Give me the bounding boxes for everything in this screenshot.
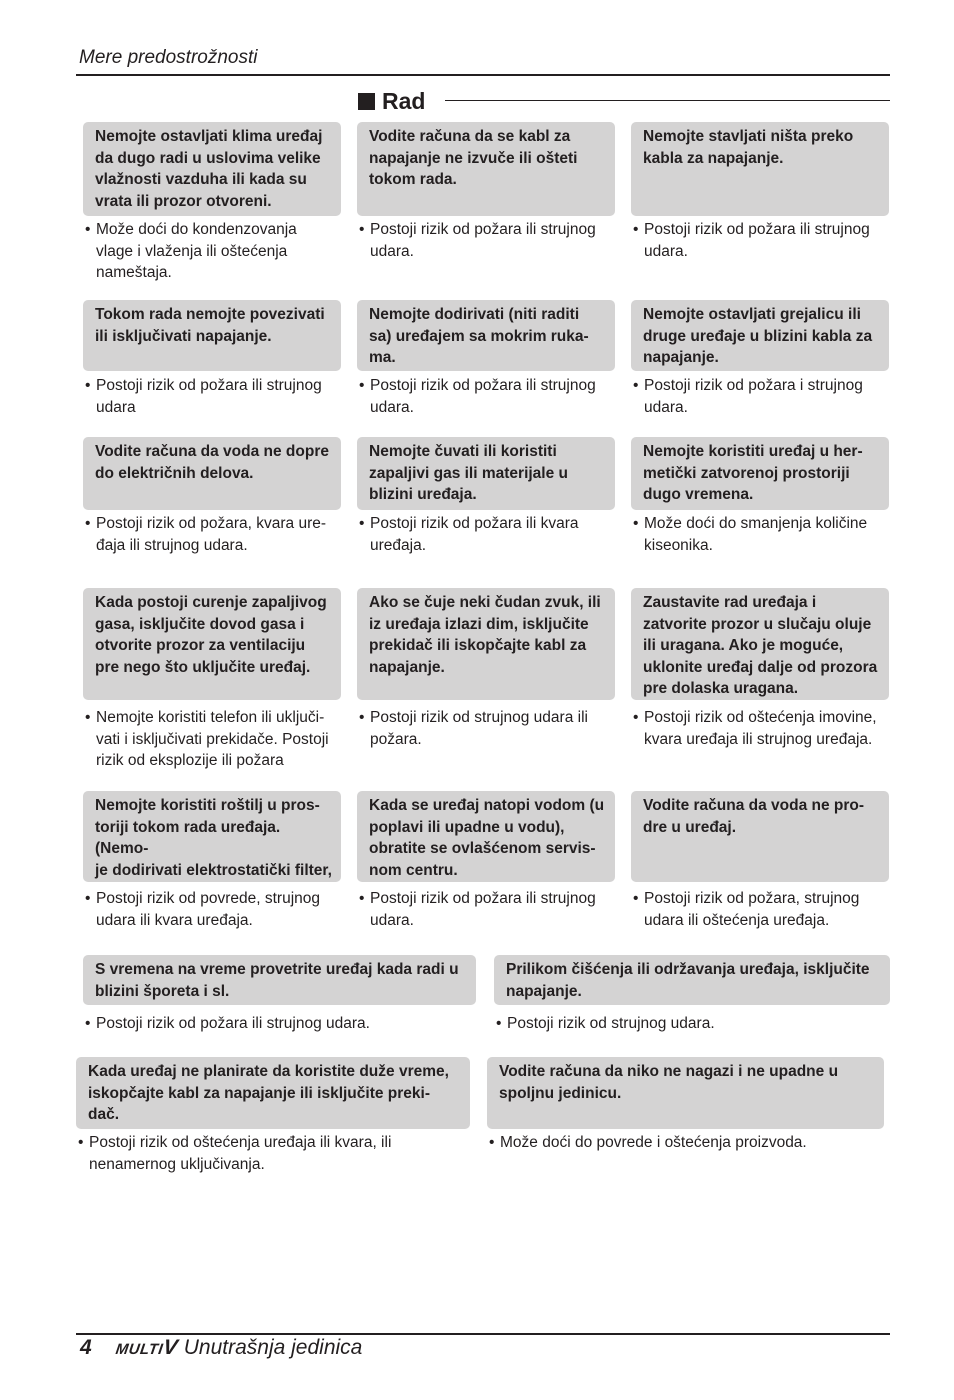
warning-note: • Postoji rizik od povrede, strujnog udara ili kvara uređaja.	[83, 888, 341, 931]
warning-box: Kada uređaj ne planirate da koristite duže vreme, iskopčajte kabl za napajanje ili isključite preki- dač.	[76, 1057, 470, 1129]
warning-box: Ako se čuje neki čudan zvuk, ili iz uređaja izlazi dim, isključite prekidač ili iskopčajte kabl za napajanje.	[357, 588, 615, 700]
warning-note: • Postoji rizik od požara, strujnog udara ili oštećenja uređaja.	[631, 888, 889, 931]
warning-note: • Postoji rizik od požara ili strujnog udara.	[357, 375, 615, 418]
warning-note: • Može doći do smanjenja količine kiseonika.	[631, 513, 889, 556]
warning-note: • Postoji rizik od požara i strujnog udara.	[631, 375, 889, 418]
section-divider	[445, 100, 890, 101]
section-heading	[358, 88, 425, 115]
warning-note: • Postoji rizik od požara ili strujnog udara	[83, 375, 341, 418]
warning-box: Zaustavite rad uređaja i zatvorite prozor u slučaju oluje ili uragana. Ako je moguće, uklonite uređaj dalje od prozora pre dolaska uragana.	[631, 588, 889, 700]
warning-note: • Postoji rizik od oštećenja uređaja ili kvara, ili nenamernog uključivanja.	[76, 1132, 470, 1175]
document-title: Unutrašnja jedinica	[183, 1336, 363, 1359]
page-number: 4	[80, 1336, 92, 1359]
warning-box: Tokom rada nemojte povezivati ili isključivati napajanje.	[83, 300, 341, 371]
warning-box: Nemojte čuvati ili koristiti zapaljivi gas ili materijale u blizini uređaja.	[357, 437, 615, 510]
warning-note: • Postoji rizik od požara, kvara ure- đaja ili strujnog udara.	[83, 513, 341, 556]
logo-text: MULTI	[114, 1341, 165, 1358]
page-header-title: Mere predostrožnosti	[79, 47, 258, 68]
warning-box: Kada se uređaj natopi vodom (u poplavi ili upadne u vodu), obratite se ovlašćenom servis- nom centru.	[357, 791, 615, 882]
multi-v-logo	[114, 1336, 179, 1360]
warning-box: Kada postoji curenje zapaljivog gasa, isključite dovod gasa i otvorite prozor za ventilaciju pre nego što uključite uređaj.	[83, 588, 341, 700]
warning-note: • Postoji rizik od požara ili kvara uređaja.	[357, 513, 615, 556]
warning-box: Vodite računa da niko ne nagazi i ne upadne u spoljnu jedinicu.	[487, 1057, 884, 1129]
warning-box: Vodite računa da voda ne dopre do električnih delova.	[83, 437, 341, 510]
warning-note: • Nemojte koristiti telefon ili uključi- vati i isključivati prekidače. Postoji rizik od eksplozije ili požara	[83, 707, 341, 772]
logo-v: V	[161, 1336, 180, 1359]
section-heading-text: Rad	[382, 88, 426, 114]
header-divider	[76, 74, 890, 76]
warning-box: Nemojte ostavljati grejalicu ili druge uređaje u blizini kabla za napajanje.	[631, 300, 889, 371]
square-bullet-icon	[358, 93, 375, 110]
warning-note: • Postoji rizik od strujnog udara.	[494, 1013, 890, 1035]
warning-box: Nemojte stavljati ništa preko kabla za napajanje.	[631, 122, 889, 216]
footer-divider	[76, 1333, 890, 1335]
warning-note: • Postoji rizik od požara ili strujnog udara.	[83, 1013, 476, 1035]
warning-box: S vremena na vreme provetrite uređaj kada radi u blizini šporeta i sl.	[83, 955, 476, 1005]
warning-box: Nemojte koristiti roštilj u pros- toriji tokom rada uređaja. (Nemo- je dodirivati elektrostatički filter,	[83, 791, 341, 882]
warning-box: Vodite računa da se kabl za napajanje ne izvuče ili ošteti tokom rada.	[357, 122, 615, 216]
warning-box: Nemojte koristiti uređaj u her- metički zatvorenoj prostoriji dugo vremena.	[631, 437, 889, 510]
warning-note: • Može doći do kondenzovanja vlage i vlaženja ili oštećenja nameštaja.	[83, 219, 341, 284]
warning-note: • Postoji rizik od strujnog udara ili požara.	[357, 707, 615, 750]
warning-box: Nemojte dodirivati (niti raditi sa) uređajem sa mokrim ruka- ma.	[357, 300, 615, 371]
warning-box: Prilikom čišćenja ili održavanja uređaja, isključite napajanje.	[494, 955, 890, 1005]
warning-box: Nemojte ostavljati klima uređaj da dugo radi u uslovima velike vlažnosti vazduha ili kada su vrata ili prozor otvoreni.	[83, 122, 341, 216]
warning-note: • Može doći do povrede i oštećenja proizvoda.	[487, 1132, 884, 1154]
warning-box: Vodite računa da voda ne pro- dre u uređaj.	[631, 791, 889, 882]
warning-note: • Postoji rizik od oštećenja imovine, kvara uređaja ili strujnog uređaja.	[631, 707, 889, 750]
warning-note: • Postoji rizik od požara ili strujnog udara.	[357, 219, 615, 262]
warning-note: • Postoji rizik od požara ili strujnog udara.	[631, 219, 889, 262]
page-footer	[80, 1336, 362, 1360]
warning-note: • Postoji rizik od požara ili strujnog udara.	[357, 888, 615, 931]
